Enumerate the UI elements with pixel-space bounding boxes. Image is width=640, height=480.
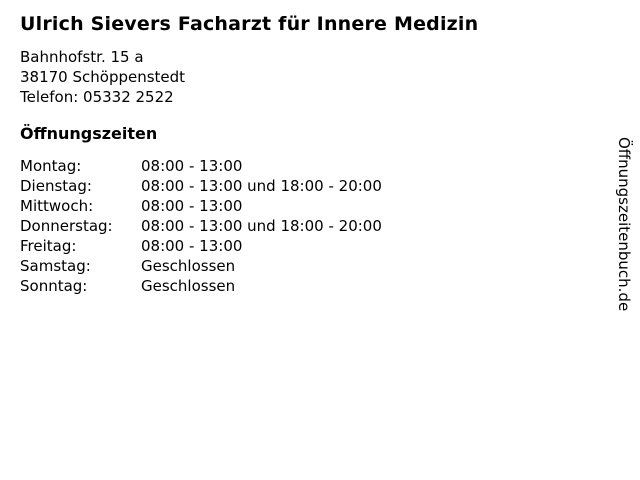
time-value: 08:00 - 13:00 [141, 237, 243, 255]
time-value: Geschlossen [141, 257, 236, 275]
time-value: 08:00 - 13:00 und 18:00 - 20:00 [141, 217, 382, 235]
hours-row-monday [20, 156, 640, 176]
day-label: Montag: [20, 157, 82, 175]
time-value: Geschlossen [141, 277, 236, 295]
day-label: Sonntag: [20, 277, 88, 295]
hours-row-sunday [20, 276, 640, 296]
hours-row-tuesday [20, 176, 640, 196]
day-label: Dienstag: [20, 177, 92, 195]
time-value: 08:00 - 13:00 [141, 157, 243, 175]
hours-row-friday [20, 236, 640, 256]
opening-hours-table [20, 156, 640, 296]
hours-row-thursday [20, 216, 640, 236]
time-value: 08:00 - 13:00 [141, 197, 243, 215]
day-label: Freitag: [20, 237, 77, 255]
watermark-site-link[interactable]: Öffnungszeitenbuch.de [615, 137, 633, 312]
day-label: Donnerstag: [20, 217, 113, 235]
hours-row-saturday [20, 256, 640, 276]
hours-row-wednesday [20, 196, 640, 216]
day-label: Mittwoch: [20, 197, 94, 215]
day-label: Samstag: [20, 257, 91, 275]
address-street: Bahnhofstr. 15 a [20, 48, 144, 66]
time-value: 08:00 - 13:00 und 18:00 - 20:00 [141, 177, 382, 195]
opening-hours-heading: Öffnungszeiten [20, 124, 158, 143]
address-phone: Telefon: 05332 2522 [20, 88, 174, 106]
address-city: 38170 Schöppenstedt [20, 68, 186, 86]
page-title: Ulrich Sievers Facharzt für Innere Medizin [20, 13, 479, 35]
address-block [20, 47, 640, 107]
